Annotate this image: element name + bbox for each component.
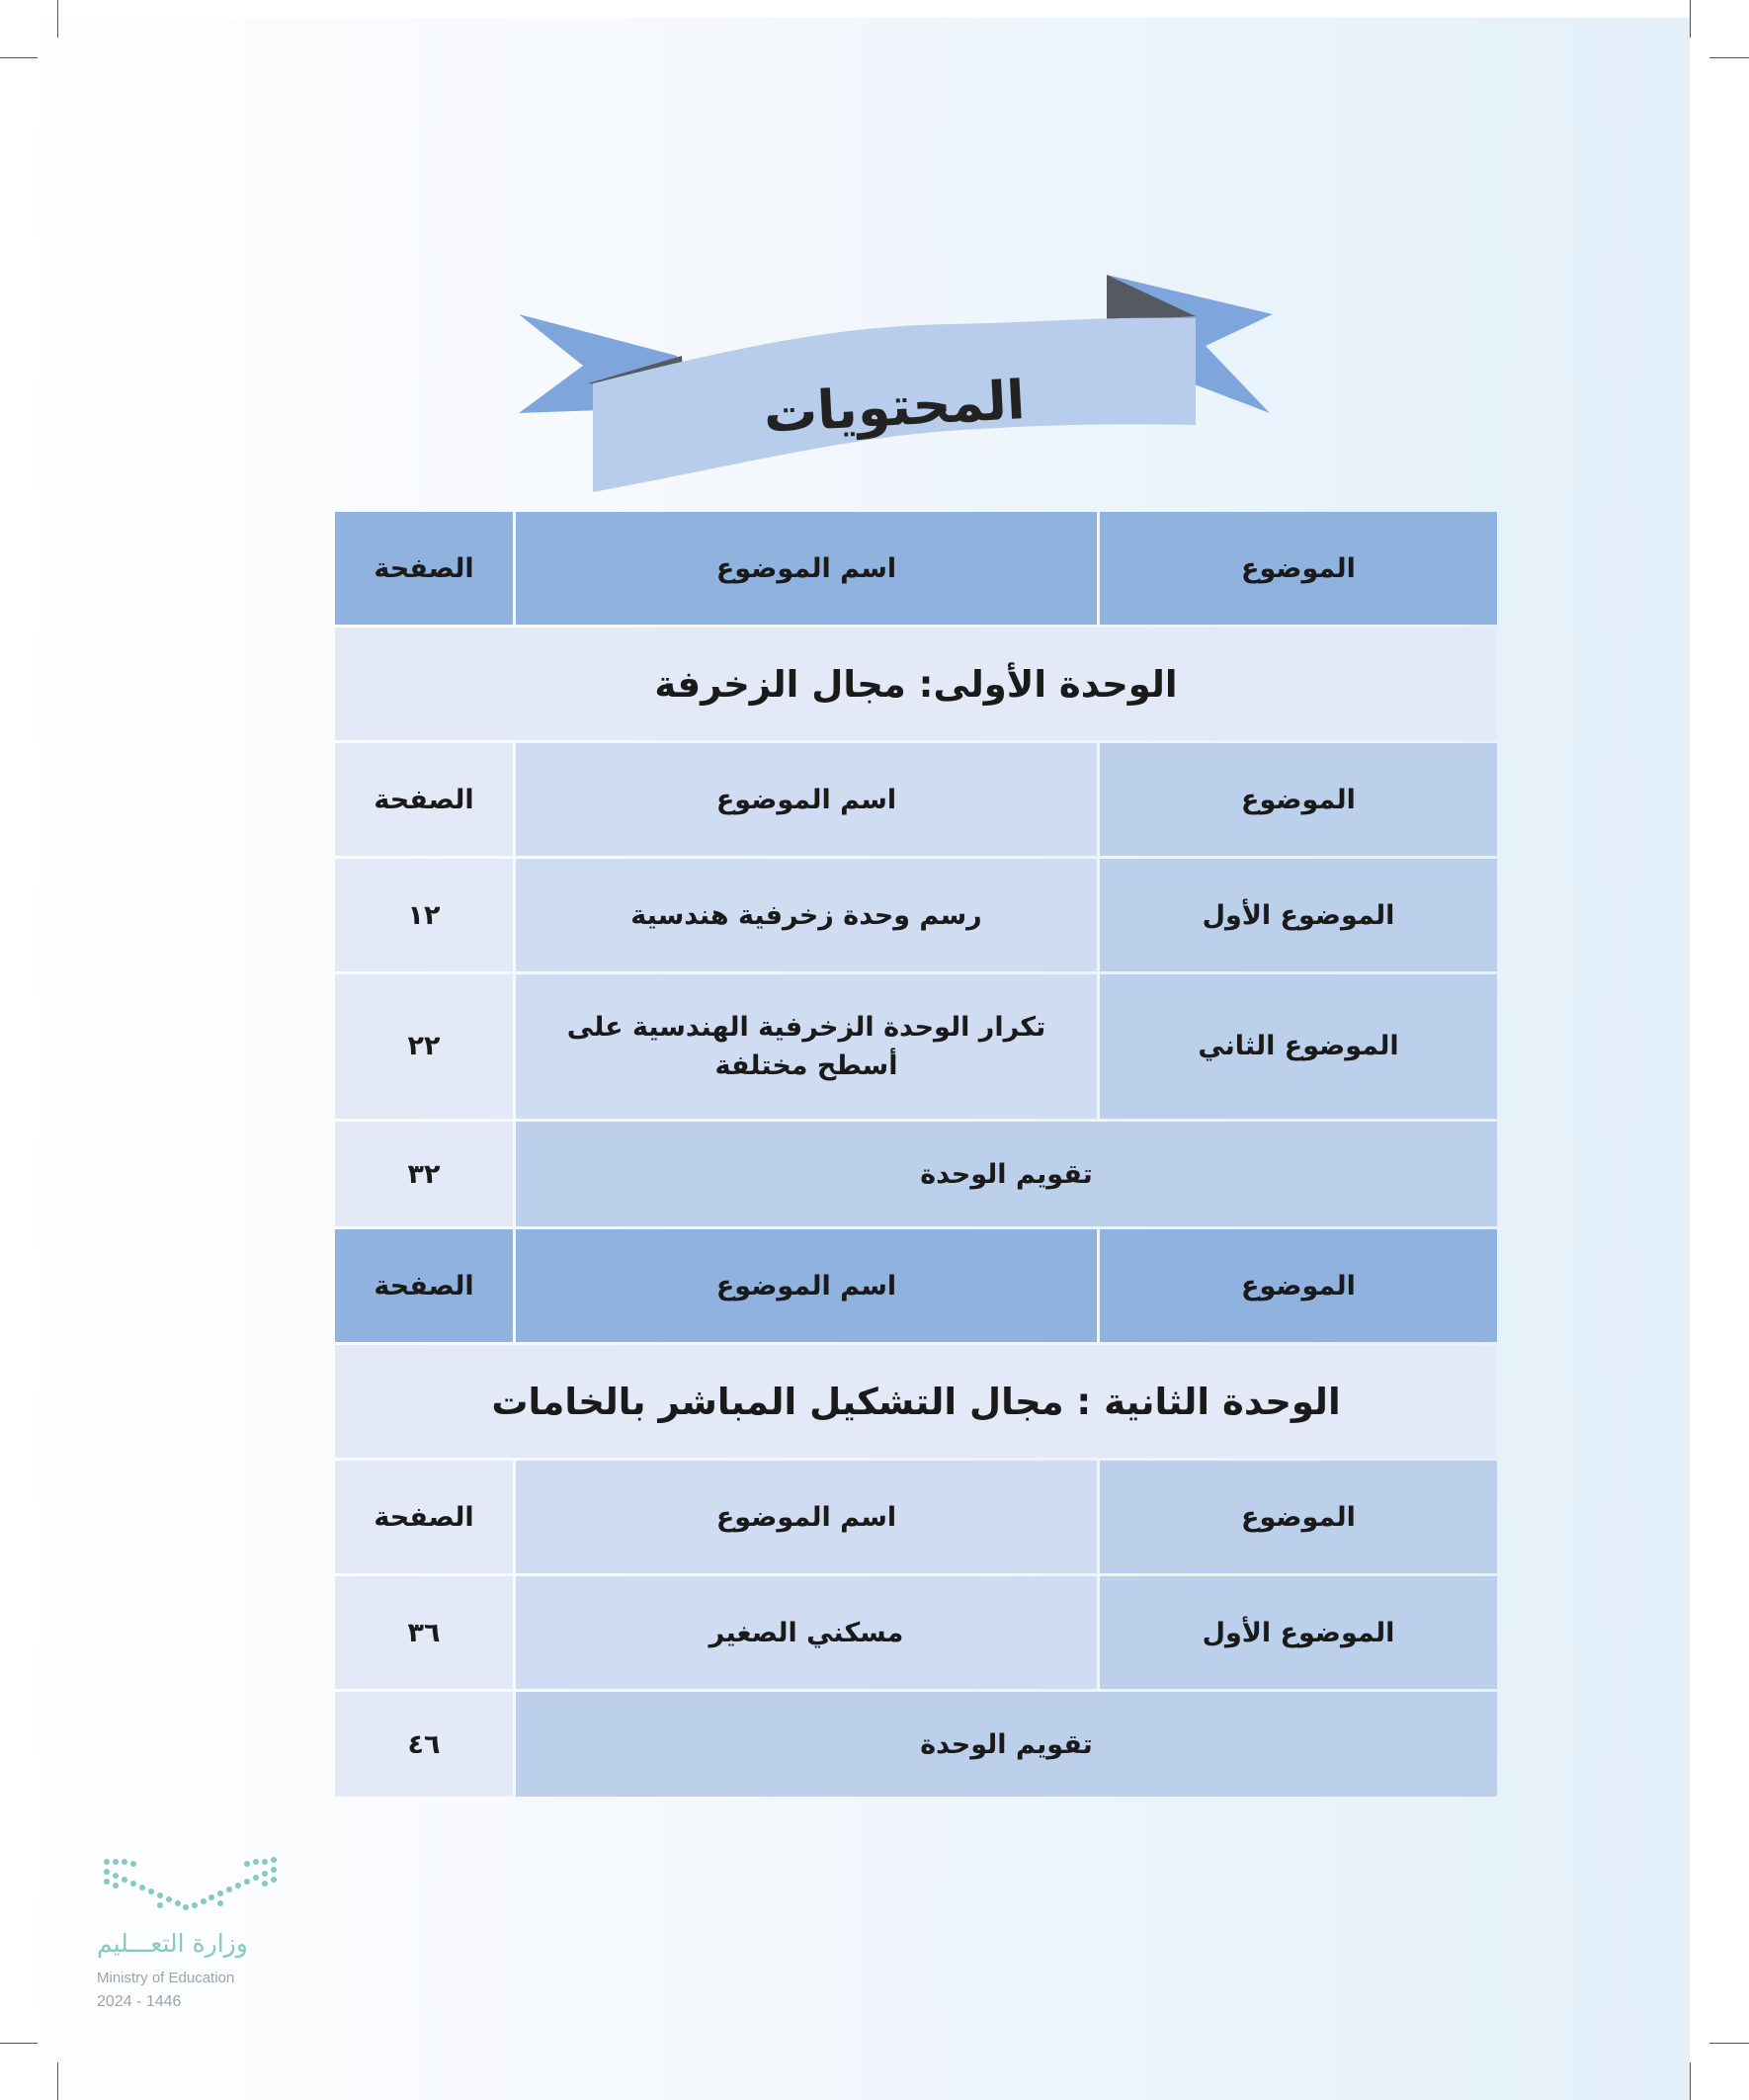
subheader-page: الصفحة — [335, 743, 513, 856]
evaluation-label: تقويم الوحدة — [516, 1122, 1497, 1226]
row-topic-name: تكرار الوحدة الزخرفية الهندسية على أسطح مختلفة — [516, 974, 1097, 1119]
subheader-topic: الموضوع — [1100, 1461, 1497, 1573]
header-page: الصفحة — [335, 1229, 513, 1342]
row-topic-name: رسم وحدة زخرفية هندسية — [516, 859, 1097, 971]
crop-mark — [1709, 2043, 1749, 2044]
unit-evaluation-row — [335, 1692, 1497, 1797]
crop-mark — [1690, 2062, 1691, 2100]
crop-mark — [57, 0, 58, 38]
subheader-topic-name: اسم الموضوع — [516, 743, 1097, 856]
crop-mark — [0, 2043, 38, 2044]
table-row — [335, 1576, 1497, 1689]
unit-title-row — [335, 628, 1497, 740]
unit-evaluation-row — [335, 1122, 1497, 1226]
subheader-topic: الموضوع — [1100, 743, 1497, 856]
page-title: المحتويات — [762, 369, 1027, 445]
table-header — [335, 1229, 1497, 1342]
subheader-topic-name: اسم الموضوع — [516, 1461, 1097, 1573]
subheader-page: الصفحة — [335, 1461, 513, 1573]
header-topic-name: اسم الموضوع — [516, 1229, 1097, 1342]
row-topic: الموضوع الأول — [1100, 1576, 1497, 1689]
unit1-title: الوحدة الأولى: مجال الزخرفة — [335, 628, 1497, 740]
unit2-title: الوحدة الثانية : مجال التشكيل المباشر بالخامات — [335, 1345, 1497, 1458]
crop-mark — [0, 57, 38, 58]
unit-subheader — [335, 743, 1497, 856]
row-topic: الموضوع الثاني — [1100, 974, 1497, 1119]
crop-mark — [1690, 0, 1691, 38]
edition-year: 2024 - 1446 — [97, 1993, 182, 2010]
table-row — [335, 974, 1497, 1119]
row-topic: الموضوع الأول — [1100, 859, 1497, 971]
evaluation-page: ٤٦ — [335, 1692, 513, 1797]
ministry-name-arabic: وزارة التعـــليم — [97, 1929, 248, 1958]
evaluation-label: تقويم الوحدة — [516, 1692, 1497, 1797]
table-header — [335, 512, 1497, 625]
header-page: الصفحة — [335, 512, 513, 625]
header-topic: الموضوع — [1100, 512, 1497, 625]
contents-table — [332, 509, 1500, 1800]
row-page: ٢٢ — [335, 974, 513, 1119]
crop-mark — [1709, 57, 1749, 58]
header-topic: الموضوع — [1100, 1229, 1497, 1342]
row-page: ١٢ — [335, 859, 513, 971]
table-row — [335, 859, 1497, 971]
row-page: ٣٦ — [335, 1576, 513, 1689]
evaluation-page: ٣٢ — [335, 1122, 513, 1226]
unit-subheader — [335, 1461, 1497, 1573]
crop-mark — [57, 2062, 58, 2100]
ministry-name-english: Ministry of Education — [97, 1970, 235, 1986]
header-topic-name: اسم الموضوع — [516, 512, 1097, 625]
row-topic-name: مسكني الصغير — [516, 1576, 1097, 1689]
unit-title-row — [335, 1345, 1497, 1458]
ministry-logo-icon — [97, 1856, 285, 1919]
